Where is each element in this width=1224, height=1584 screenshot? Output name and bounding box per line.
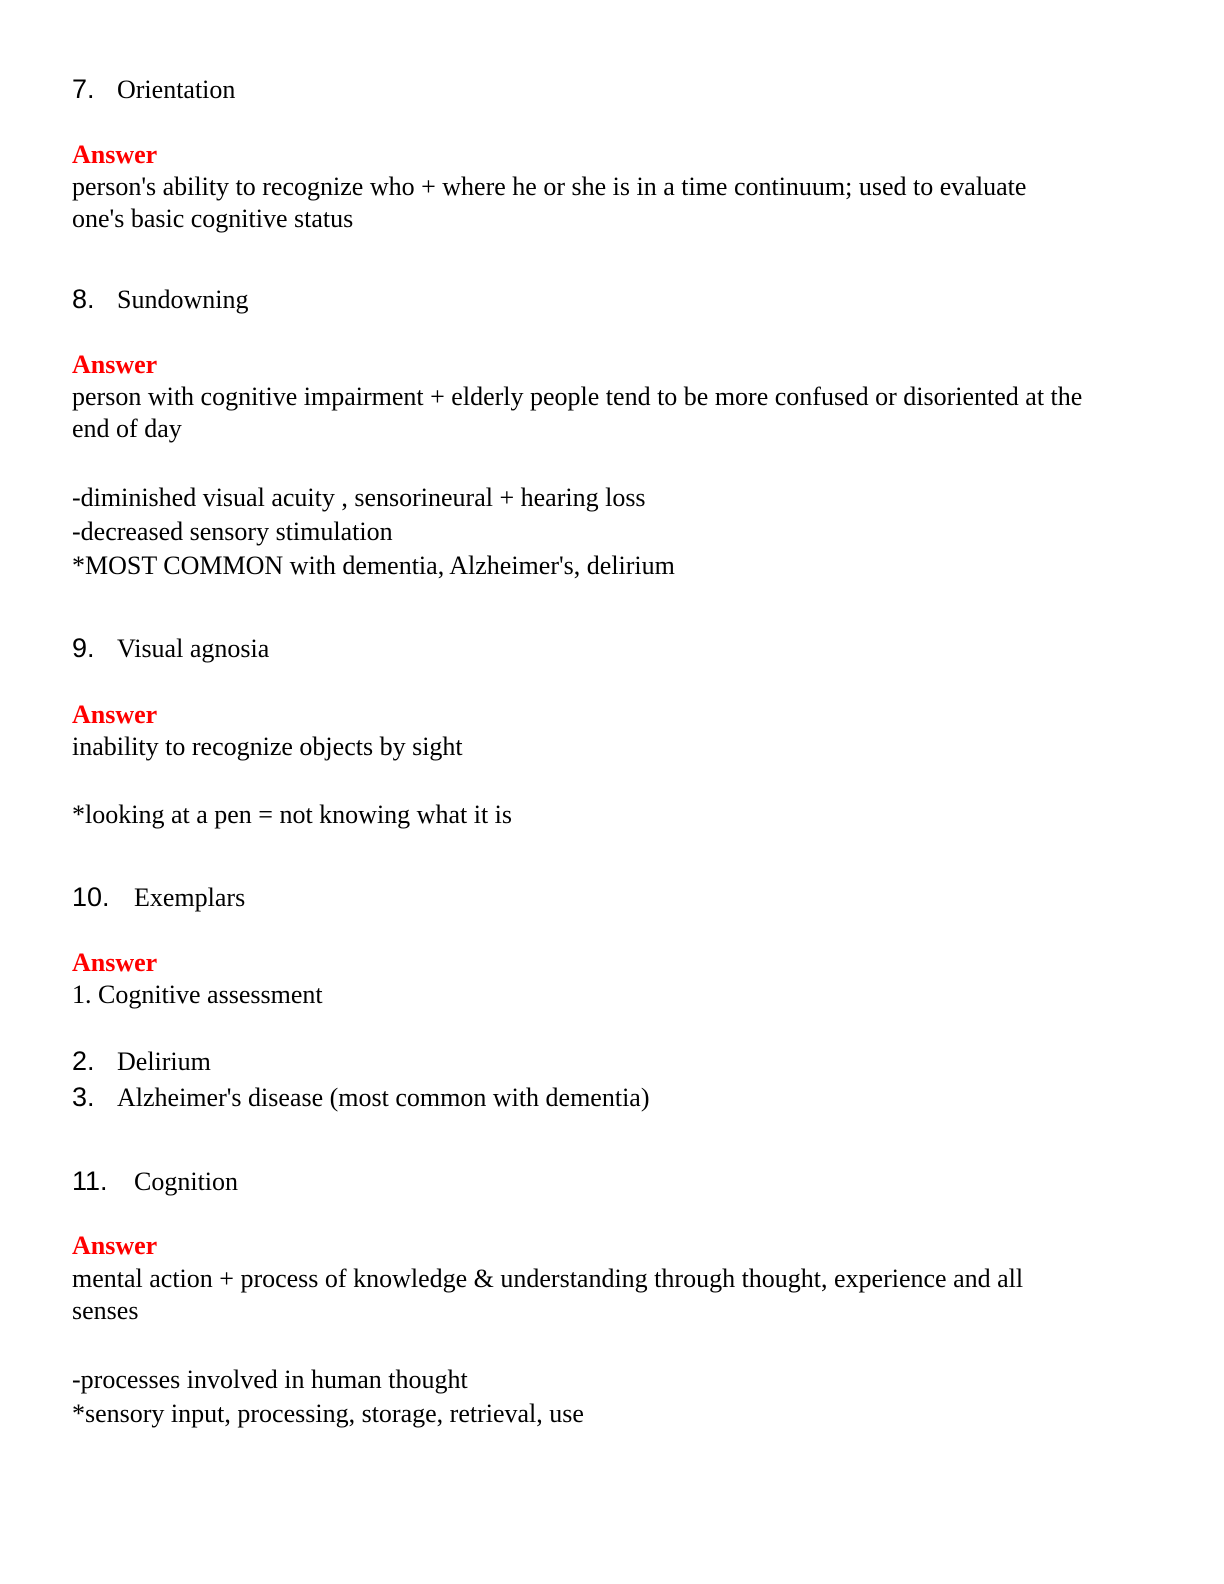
answer-text-line: person with cognitive impairment + elderly people tend to be more confused or disoriented at the	[72, 382, 1083, 411]
sublist-text: Alzheimer's disease (most common with dementia)	[117, 1083, 650, 1112]
question-10-heading	[72, 882, 245, 913]
answer-text-line: -decreased sensory stimulation	[72, 517, 393, 546]
answer-text-line: 1. Cognitive assessment	[72, 980, 323, 1009]
answer-text-line: inability to recognize objects by sight	[72, 732, 463, 761]
answer-text-line: mental action + process of knowledge & understanding through thought, experience and all	[72, 1264, 1024, 1293]
answer-text-line: -diminished visual acuity , sensorineural + hearing loss	[72, 483, 646, 512]
question-term: Visual agnosia	[117, 634, 270, 663]
sublist-number: 3.	[72, 1082, 95, 1112]
answer-label: Answer	[72, 350, 158, 379]
answer-label: Answer	[72, 140, 158, 169]
question-number: 10.	[72, 882, 110, 912]
question-number: 8.	[72, 284, 95, 314]
sublist-text: Delirium	[117, 1047, 211, 1076]
answer-text-line: one's basic cognitive status	[72, 204, 354, 233]
question-number: 7.	[72, 74, 95, 104]
question-term: Orientation	[117, 75, 236, 104]
sublist-number: 2.	[72, 1046, 95, 1076]
question-9-heading	[72, 633, 269, 664]
question-term: Cognition	[134, 1167, 239, 1196]
answer-label: Answer	[72, 948, 158, 977]
answer-text-line: -processes involved in human thought	[72, 1365, 468, 1394]
question-number: 9.	[72, 633, 95, 663]
question-11-heading	[72, 1166, 238, 1197]
answer-label: Answer	[72, 700, 158, 729]
answer-text-line: senses	[72, 1296, 139, 1325]
question-8-heading	[72, 284, 248, 315]
question-7-heading	[72, 74, 235, 105]
question-number: 11.	[72, 1166, 108, 1196]
question-term: Exemplars	[134, 883, 246, 912]
answer-text-line: *sensory input, processing, storage, retrieval, use	[72, 1399, 584, 1428]
sublist-item	[72, 1046, 211, 1077]
answer-text-line: person's ability to recognize who + where he or she is in a time continuum; used to evaluate	[72, 172, 1027, 201]
answer-text-line: end of day	[72, 414, 182, 443]
question-term: Sundowning	[117, 285, 249, 314]
answer-text-line: *MOST COMMON with dementia, Alzheimer's, delirium	[72, 551, 675, 580]
answer-text-line: *looking at a pen = not knowing what it is	[72, 800, 513, 829]
answer-label: Answer	[72, 1231, 158, 1260]
sublist-item	[72, 1082, 650, 1113]
